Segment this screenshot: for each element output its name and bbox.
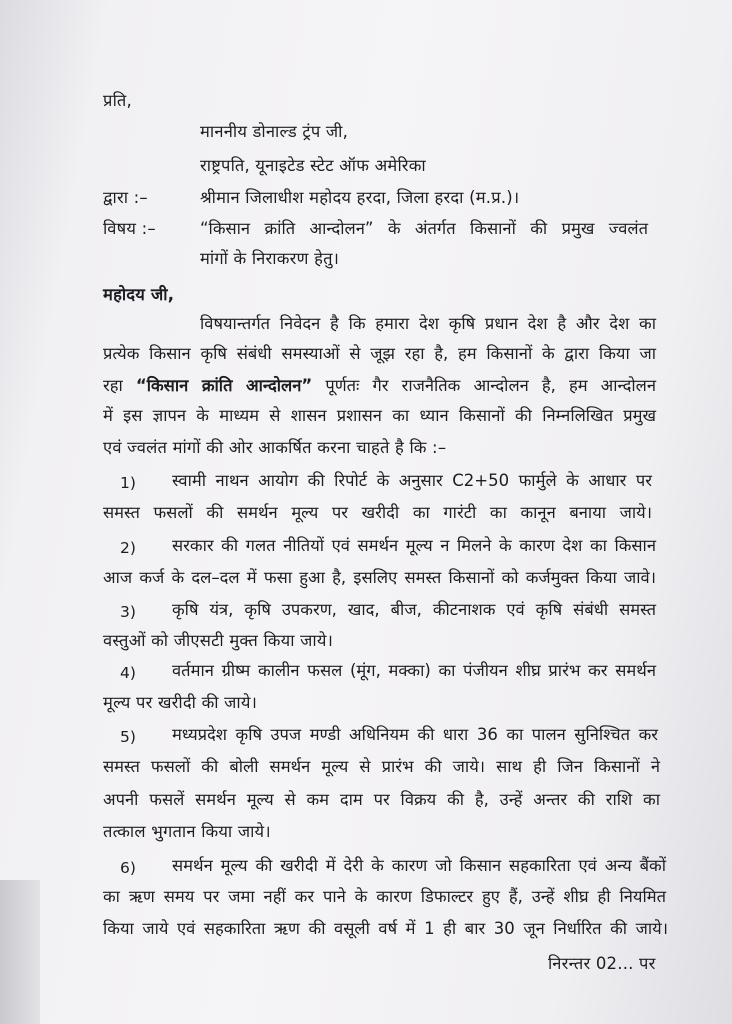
point-4-line-2: मूल्य पर खरीदी की जाये। [103, 693, 258, 712]
movement-name: “किसान क्रांति आन्दोलन” [135, 376, 313, 395]
point-1-line-1: स्वामी नाथन आयोग की रिपोर्ट के अनुसार C2+50 फार्मुले के आधार पर [172, 471, 652, 490]
intro-line-3-prefix: रहा [103, 376, 123, 395]
recipient-title: राष्ट्रपति, यूनाइटेड स्टेट ऑफ अमेरिका [200, 156, 426, 175]
point-number: 1) [120, 474, 136, 492]
intro-line-3-suffix: पूर्णतः गैर राजनैतिक आन्दोलन है, हम आन्दोलन [325, 376, 657, 395]
point-3-line-1: कृषि यंत्र, कृषि उपकरण, खाद, बीज, कीटनाशक एवं कृषि संबंधी समस्त [172, 600, 656, 619]
point-3-line-2: वस्तुओं को जीएसटी मुक्त किया जाये। [103, 631, 334, 650]
point-number: 5) [120, 728, 136, 746]
subject-line-2: मांगों के निराकरण हेतु। [200, 249, 340, 268]
point-number: 6) [120, 859, 136, 877]
recipient-name: माननीय डोनाल्ड ट्रंप जी, [200, 122, 349, 141]
point-number: 4) [120, 664, 136, 682]
intro-line-5: एवं ज्वलंत मांगों की ओर आकर्षित करना चाहते है कि :– [103, 438, 447, 457]
continuation-note: निरन्तर 02... पर [548, 954, 656, 973]
point-5-line-3: अपनी फसलें समर्थन मूल्य से कम दाम पर विक्रय की है, उन्हें अन्तर की राशि का [103, 790, 660, 809]
intro-line-3 [103, 375, 656, 397]
point-5-line-2: समस्त फसलों की बोली समर्थन मूल्य से प्रारंभ की जाये। साथ ही जिन किसानों ने [103, 757, 660, 776]
greeting: महोदय जी, [103, 285, 175, 304]
via-text: श्रीमान जिलाधीश महोदय हरदा, जिला हरदा (म.प्र.)। [200, 188, 520, 207]
point-2-line-1: सरकार की गलत नीतियों एवं समर्थन मूल्य न मिलने के कारण देश का किसान [172, 536, 656, 555]
point-5-line-1: मध्यप्रदेश कृषि उपज मण्डी अधिनियम की धारा 36 का पालन सुनिश्चित कर [172, 725, 658, 744]
salutation-to: प्रति, [103, 91, 132, 110]
intro-line-1: विषयान्तर्गत निवेदन है कि हमारा देश कृषि प्रधान देश है और देश का [200, 314, 656, 333]
subject-label: विषय :– [103, 219, 156, 238]
point-6-line-2: का ऋण समय पर जमा नहीं कर पाने के कारण डिफाल्टर हुए हैं, उन्हें शीघ्र ही नियमित [103, 887, 666, 906]
intro-line-4: में इस ज्ञापन के माध्यम से शासन प्रशासन का ध्यान किसानों की निम्नलिखित प्रमुख [103, 406, 656, 425]
point-number: 2) [120, 539, 136, 557]
subject-line-1: “किसान क्रांति आन्दोलन” के अंतर्गत किसानों की प्रमुख ज्वलंत [200, 219, 648, 238]
via-label: द्वारा :– [103, 188, 148, 207]
point-6-line-1: समर्थन मूल्य की खरीदी में देरी के कारण जो किसान सहकारिता एवं अन्य बैंकों [172, 856, 666, 875]
point-5-line-4: तत्काल भुगतान किया जाये। [103, 822, 271, 841]
page-edge-shadow [0, 880, 40, 1024]
point-4-line-1: वर्तमान ग्रीष्म कालीन फसल (मूंग, मक्का) का पंजीयन शीघ्र प्रारंभ कर समर्थन [172, 661, 656, 680]
point-6-line-3: किया जाये एवं सहकारिता ऋण की वसूली वर्ष में 1 ही बार 30 जून निर्धारित की जाये। [103, 919, 668, 938]
point-2-line-2: आज कर्ज के दल–दल में फसा हुआ है, इसलिए समस्त किसानों को कर्जमुक्त किया जावे। [103, 568, 656, 587]
intro-line-2: प्रत्येक किसान कृषि संबंधी समस्याओं से जूझ रहा है, हम किसानों के द्वारा किया जा [103, 344, 656, 363]
point-number: 3) [120, 603, 136, 621]
point-1-line-2: समस्त फसलों की समर्थन मूल्य पर खरीदी का गारंटी का कानून बनाया जाये। [103, 503, 652, 522]
